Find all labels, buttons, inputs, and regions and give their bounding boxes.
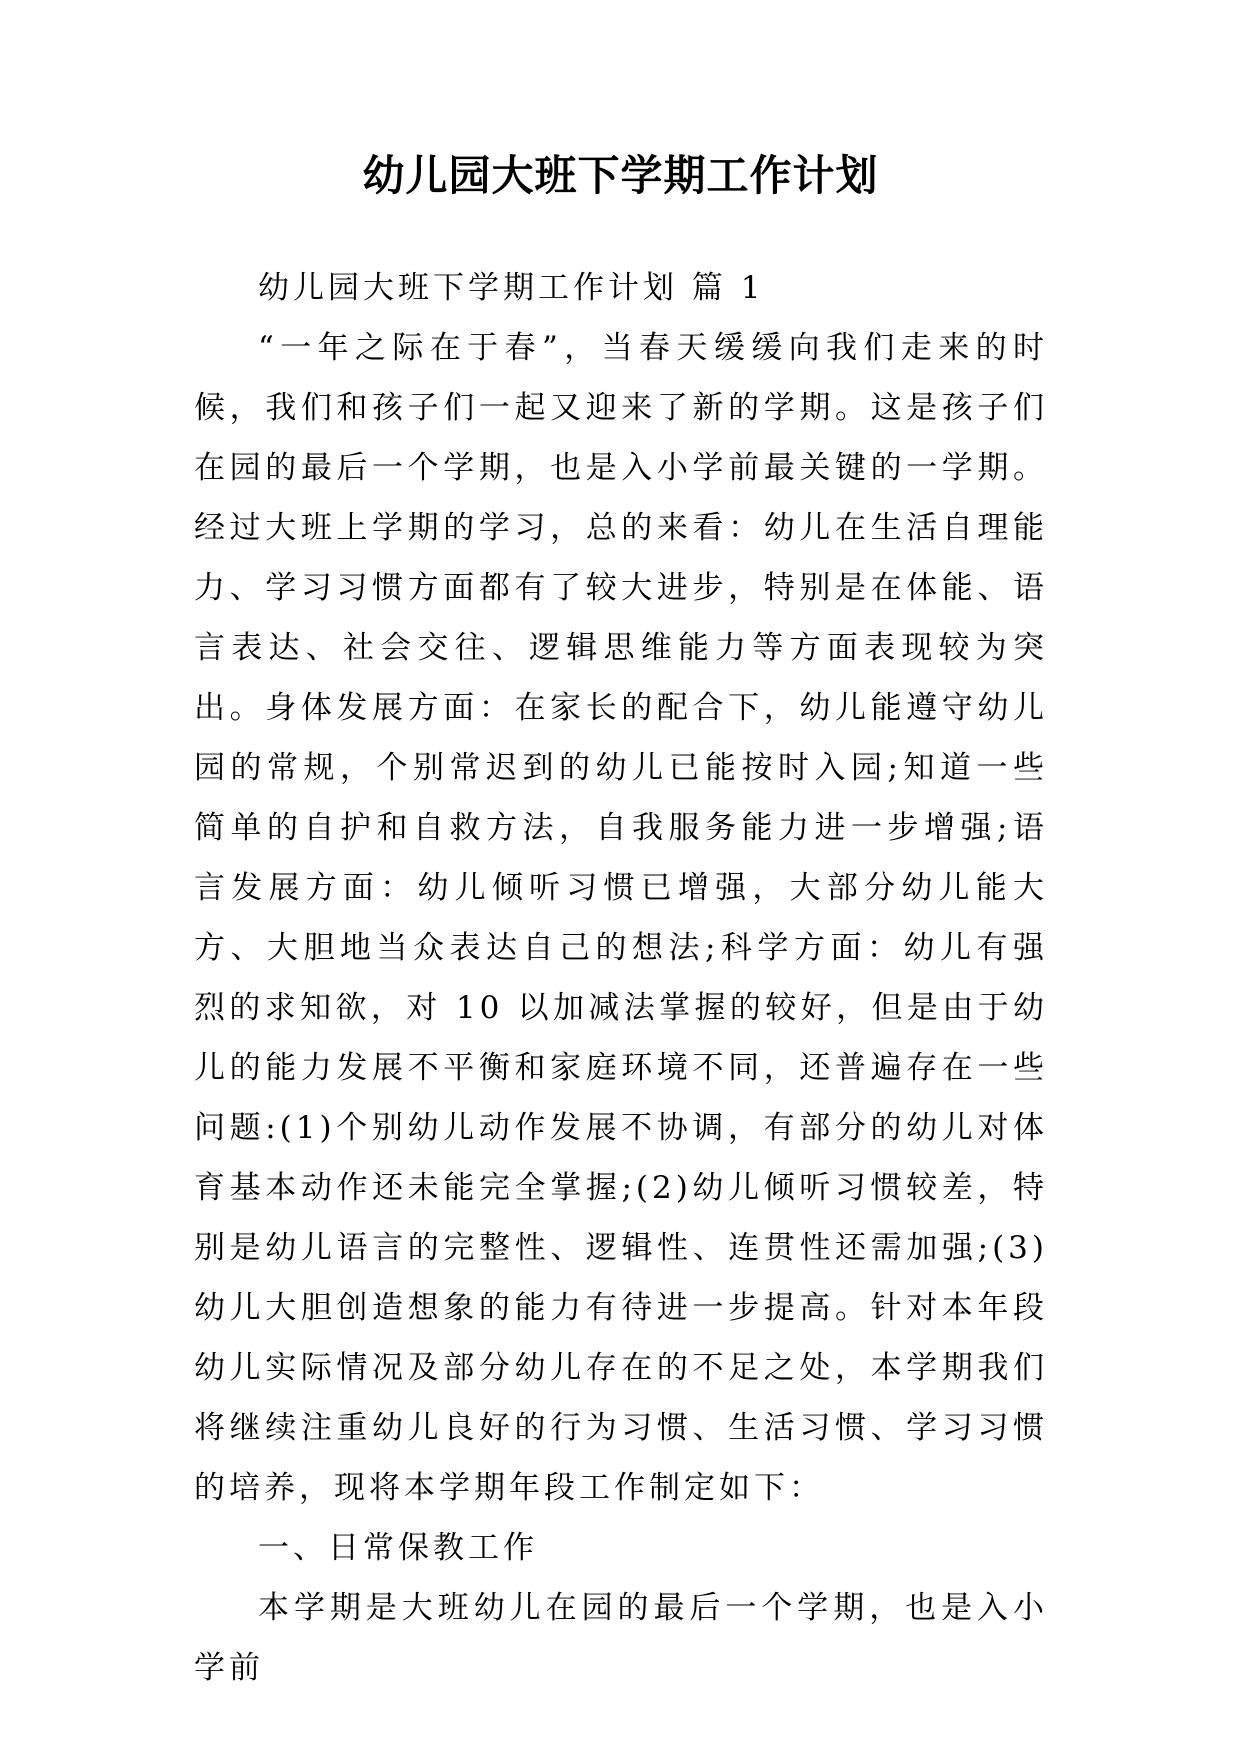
intro-paragraph: “一年之际在于春”，当春天缓缓向我们走来的时候，我们和孩子们一起又迎来了新的学期。这是孩子们在园的最后一个学期，也是入小学前最关键的一学期。经过大班上学期的学习，总的来看：幼儿在生活自理能力、学习习惯方面都有了较大进步，特别是在体能、语言表达、社会交往、逻辑思维能力等方面表现较为突出。身体发展方面：在家长的配合下，幼儿能遵守幼儿园的常规，个别常迟到的幼儿已能按时入园;知道一些简单的自护和自救方法，自我服务能力进一步增强;语言发展方面：幼儿倾听习惯已增强，大部分幼儿能大方、大胆地当众表达自己的想法;科学方面：幼儿有强烈的求知欲，对 10 以加减法掌握的较好，但是由于幼儿的能力发展不平衡和家庭环境不同，还普遍存在一些问题:(1)个别幼儿动作发展不协调，有部分的幼儿对体育基本动作还未能完全掌握;(2)幼儿倾听习惯较差，特别是幼儿语言的完整性、逻辑性、连贯性还需加强;(3)幼儿大胆创造想象的能力有待进一步提高。针对本年段幼儿实际情况及部分幼儿存在的不足之处，本学期我们将继续注重幼儿良好的行为习惯、生活习惯、学习习惯的培养，现将本学期年段工作制定如下：: [194, 330, 1048, 1506]
section-heading-part-1: 幼儿园大班下学期工作计划 篇 1: [258, 270, 765, 306]
document-title: 幼儿园大班下学期工作计划: [362, 151, 879, 200]
document-body: [194, 258, 1048, 1698]
daily-care-paragraph: 本学期是大班幼儿在园的最后一个学期，也是入小学前: [194, 1590, 1048, 1686]
section-heading-daily-care: 一、日常保教工作: [258, 1530, 538, 1566]
